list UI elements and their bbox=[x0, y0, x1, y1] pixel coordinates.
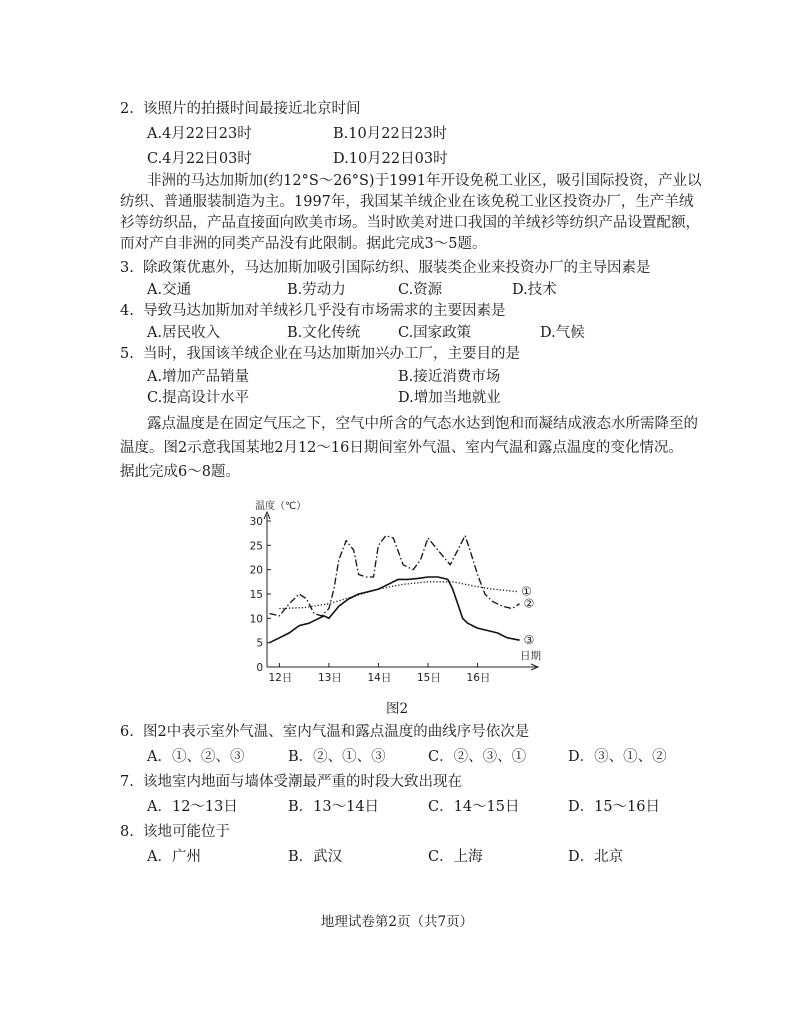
q5-option-d: D.增加当地就业 bbox=[398, 390, 501, 406]
q4-option-b: B.文化传统 bbox=[287, 325, 361, 341]
y-axis-label: 温度（℃） bbox=[255, 501, 307, 512]
y-tick-label: 20 bbox=[249, 564, 263, 577]
series-2-line bbox=[270, 536, 520, 616]
q6-option-c: C．②、③、① bbox=[428, 749, 527, 765]
question-2-stem: 2. 该照片的拍摄时间最接近北京时间 bbox=[120, 101, 361, 117]
temperature-chart bbox=[225, 495, 555, 690]
series-1-line bbox=[279, 582, 517, 609]
q4-option-a: A.居民收入 bbox=[147, 325, 221, 341]
x-tick-label: 12日 bbox=[268, 672, 293, 684]
passage-2-line-1: 露点温度是在固定气压之下，空气中所含的气态水达到饱和而凝结成液态水所需降至的 bbox=[147, 416, 698, 432]
question-6-stem: 6. 图2中表示室外气温、室内气温和露点温度的曲线序号依次是 bbox=[120, 724, 530, 740]
passage-2-line-3: 据此完成6～8题。 bbox=[120, 464, 240, 480]
passage-1-line-4: 而对产自非洲的同类产品没有此限制。据此完成3～5题。 bbox=[120, 236, 487, 252]
q5-option-b: B.接近消费市场 bbox=[398, 369, 501, 385]
q2-option-a: A.4月22日23时 bbox=[147, 126, 252, 142]
q3-option-b: B.劳动力 bbox=[287, 282, 346, 298]
series-3-line bbox=[270, 577, 520, 643]
q3-option-a: A.交通 bbox=[147, 282, 192, 298]
y-tick-label: 0 bbox=[256, 662, 263, 674]
passage-2-line-2: 温度。图2示意我国某地2月12～16日期间室外气温、室内气温和露点温度的变化情况。 bbox=[120, 440, 683, 456]
passage-1-line-3: 衫等纺织品，产品直接面向欧美市场。当时欧美对进口我国的羊绒衫等纺织产品设置配额， bbox=[120, 215, 700, 231]
series-3-marker: ③ bbox=[523, 633, 535, 648]
question-5-stem: 5. 当时，我国该羊绒企业在马达加斯加兴办工厂，主要目的是 bbox=[120, 346, 521, 362]
q3-option-c: C.资源 bbox=[398, 282, 443, 298]
q5-option-a: A.增加产品销量 bbox=[147, 369, 250, 385]
q5-option-c: C.提高设计水平 bbox=[147, 390, 250, 406]
q8-option-d: D．北京 bbox=[568, 849, 624, 865]
series-2-marker: ② bbox=[523, 596, 535, 611]
x-tick-label: 14日 bbox=[367, 672, 392, 684]
q8-option-b: B．武汉 bbox=[288, 849, 343, 865]
y-tick-label: 25 bbox=[249, 540, 263, 553]
q6-option-d: D．③、①、② bbox=[568, 749, 667, 765]
x-tick-label: 15日 bbox=[417, 672, 441, 684]
q6-option-b: B．②、①、③ bbox=[288, 749, 386, 765]
q3-option-d: D.技术 bbox=[512, 282, 557, 298]
x-axis-label: 日期 bbox=[520, 650, 541, 662]
q2-option-d: D.10月22日03时 bbox=[333, 151, 448, 167]
passage-1-line-1: 非洲的马达加斯加(约12°S～26°S)于1991年开设免税工业区，吸引国际投资，产业以 bbox=[147, 173, 702, 189]
y-tick-label: 15 bbox=[249, 589, 263, 601]
x-tick-label: 16日 bbox=[466, 672, 491, 684]
series-1-marker: ① bbox=[521, 584, 532, 599]
q7-option-b: B．13～14日 bbox=[288, 799, 380, 815]
q7-option-d: D．15～16日 bbox=[568, 799, 661, 815]
question-7-stem: 7. 该地室内地面与墙体受潮最严重的时段大致出现在 bbox=[120, 774, 463, 790]
q7-option-c: C．14～15日 bbox=[428, 799, 520, 815]
passage-1-line-2: 纺织、普通服装制造为主。1997年，我国某羊绒企业在该免税工业区投资办厂，生产羊绒 bbox=[120, 194, 694, 210]
page-footer: 地理试卷第2页（共7页） bbox=[320, 914, 474, 930]
q6-option-a: A．①、②、③ bbox=[147, 749, 245, 765]
question-3-stem: 3. 除政策优惠外，马达加斯加吸引国际纺织、服装类企业来投资办厂的主导因素是 bbox=[120, 260, 651, 276]
q8-option-a: A．广州 bbox=[147, 849, 201, 865]
y-tick-label: 5 bbox=[256, 637, 263, 650]
question-4-stem: 4. 导致马达加斯加对羊绒衫几乎没有市场需求的主要因素是 bbox=[120, 303, 506, 319]
q4-option-c: C.国家政策 bbox=[398, 325, 472, 341]
q7-option-a: A．12～13日 bbox=[147, 799, 238, 815]
x-tick-label: 13日 bbox=[317, 672, 342, 684]
question-8-stem: 8. 该地可能位于 bbox=[120, 824, 231, 840]
q2-option-c: C.4月22日03时 bbox=[147, 151, 252, 167]
figure-caption: 图2 bbox=[385, 701, 409, 717]
q2-option-b: B.10月22日23时 bbox=[333, 126, 448, 142]
y-tick-label: 30 bbox=[249, 516, 263, 528]
y-tick-label: 10 bbox=[249, 613, 263, 626]
q4-option-d: D.气候 bbox=[540, 325, 585, 341]
q8-option-c: C．上海 bbox=[428, 849, 483, 865]
